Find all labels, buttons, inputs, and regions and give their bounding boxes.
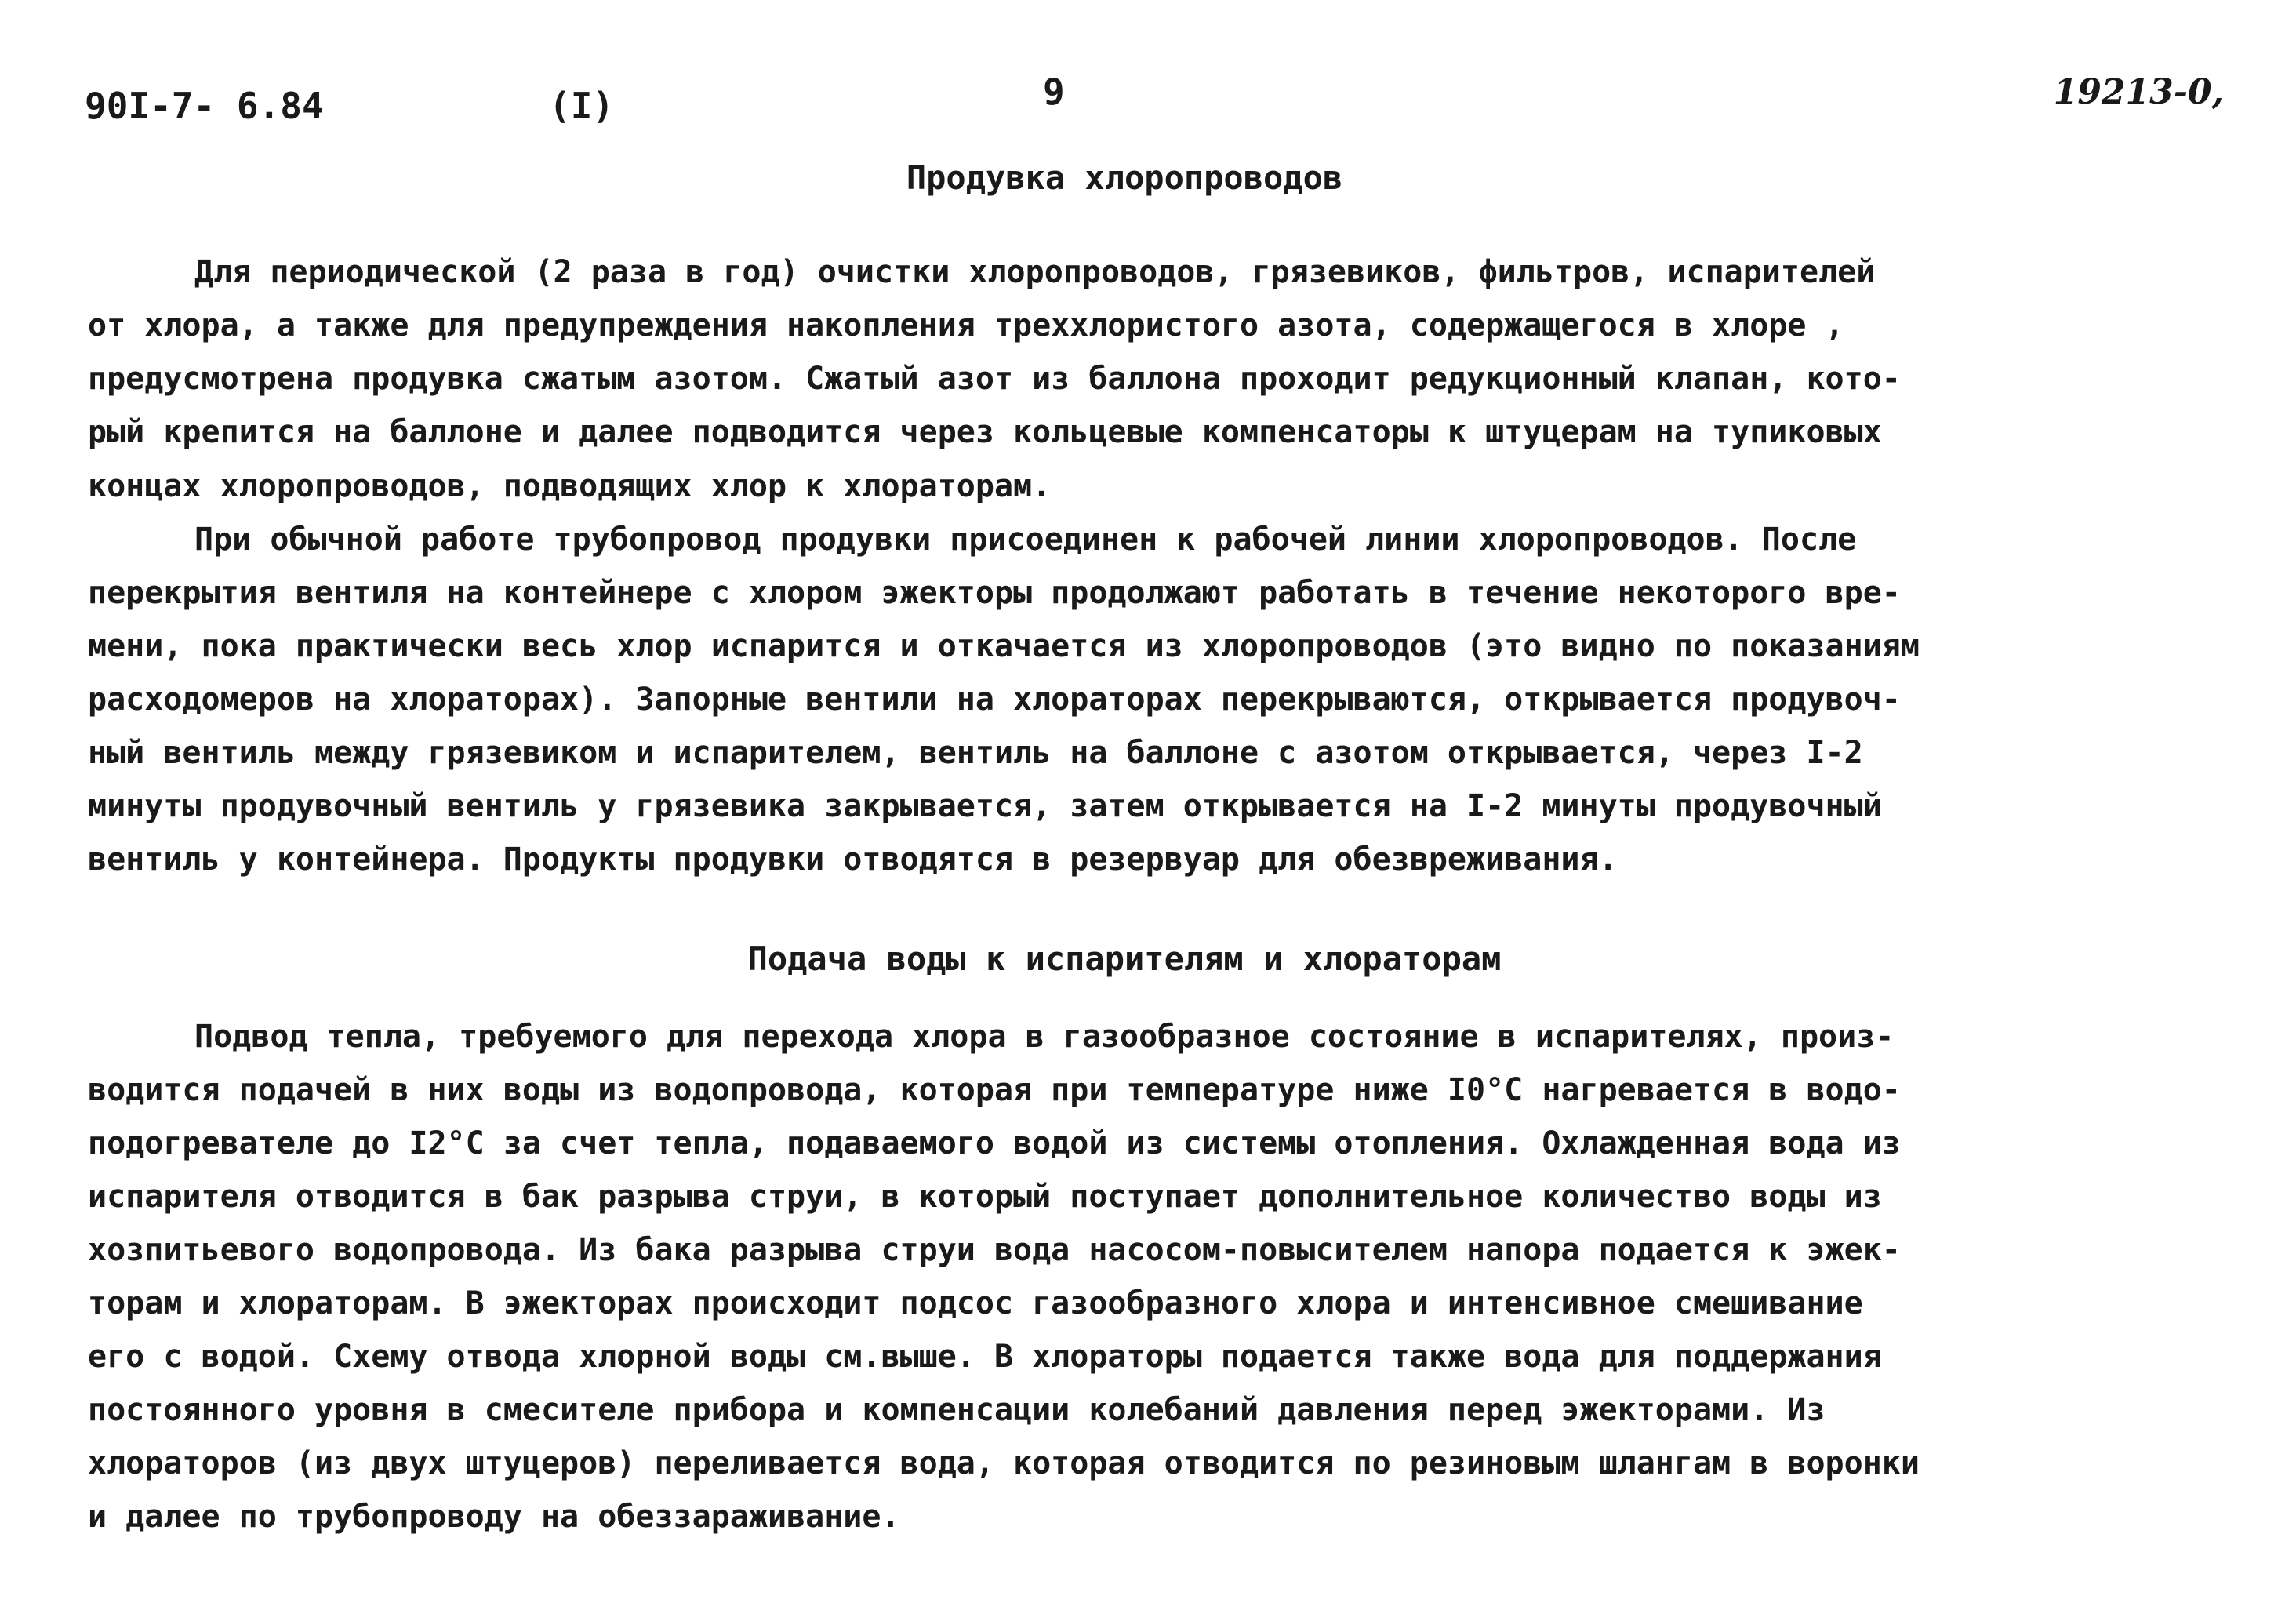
paragraph-line: При обычной работе трубопровод продувки присоединен к рабочей линии хлоропроводов. После <box>194 522 1857 558</box>
paragraph-line: от хлора, а также для предупреждения накопления треххлористого азота, содержащегося в хлоре , <box>88 307 1844 344</box>
paragraph-line: вентиль у контейнера. Продукты продувки отводятся в резервуар для обезвреживания. <box>88 841 1618 878</box>
paragraph-line: расходомеров на хлораторах). Запорные вентили на хлораторах перекрываются, открывается продувоч- <box>88 682 1901 718</box>
paragraph-line: торам и хлораторам. В эжекторах происходит подсос газообразного хлора и интенсивное смешивание <box>88 1285 1863 1321</box>
paragraph-line: Подвод тепла, требуемого для перехода хлора в газообразное состояние в испарителях, произ- <box>194 1019 1895 1055</box>
paragraph-line: минуты продувочный вентиль у грязевика закрывается, затем открывается на I-2 минуты продувочный <box>88 788 1882 824</box>
paragraph-line: ный вентиль между грязевиком и испарителем, вентиль на баллоне с азотом открывается, через I-2 <box>88 735 1863 771</box>
paragraph-line: перекрытия вентиля на контейнере с хлором эжекторы продолжают работать в течение некоторого вре- <box>88 575 1901 611</box>
paragraph-line: мени, пока практически весь хлор испарится и откачается из хлоропроводов (это видно по показаниям <box>88 628 1920 664</box>
section-heading: Подача воды к испарителям и хлораторам <box>747 940 1502 978</box>
paragraph-line: его с водой. Схему отвода хлорной воды см.выше. В хлораторы подается также вода для поддержания <box>88 1339 1882 1375</box>
paragraph-line: Для периодической (2 раза в год) очистки хлоропроводов, грязевиков, фильтров, испарителей <box>194 254 1876 290</box>
paragraph-line: предусмотрена продувка сжатым азотом. Сжатый азот из баллона проходит редукционный клапан, кото- <box>88 361 1901 397</box>
doc-code: 90I-7- 6.84 <box>85 85 324 127</box>
paragraph-line: испарителя отводится в бак разрыва струи, в который поступает дополнительное количество воды из <box>88 1179 1882 1215</box>
inventory-number: 19213-0, <box>2053 72 2224 112</box>
paragraph-line: и далее по трубопроводу на обеззараживание. <box>88 1499 900 1535</box>
paragraph-line: концах хлоропроводов, подводящих хлор к хлораторам. <box>88 468 1052 504</box>
section-heading: Продувка хлоропроводов <box>906 158 1343 197</box>
paragraph-line: хозпитьевого водопровода. Из бака разрыва струи вода насосом-повысителем напора подается к эжек- <box>88 1232 1901 1268</box>
paragraph-line: водится подачей в них воды из водопровода, которая при температуре ниже I0°C нагревается в водо- <box>88 1072 1901 1108</box>
page-number: 9 <box>1043 71 1065 113</box>
paragraph-line: подогревателе до I2°C за счет тепла, подаваемого водой из системы отопления. Охлажденная вода из <box>88 1125 1901 1161</box>
paragraph-line: постоянного уровня в смесителе прибора и компенсации колебаний давления перед эжекторами. Из <box>88 1392 1826 1428</box>
part-number: (I) <box>549 85 615 127</box>
paragraph-line: хлораторов (из двух штуцеров) переливается вода, которая отводится по резиновым шлангам в воронки <box>88 1445 1920 1481</box>
paragraph-line: рый крепится на баллоне и далее подводится через кольцевые компенсаторы к штуцерам на тупиковых <box>88 414 1882 450</box>
